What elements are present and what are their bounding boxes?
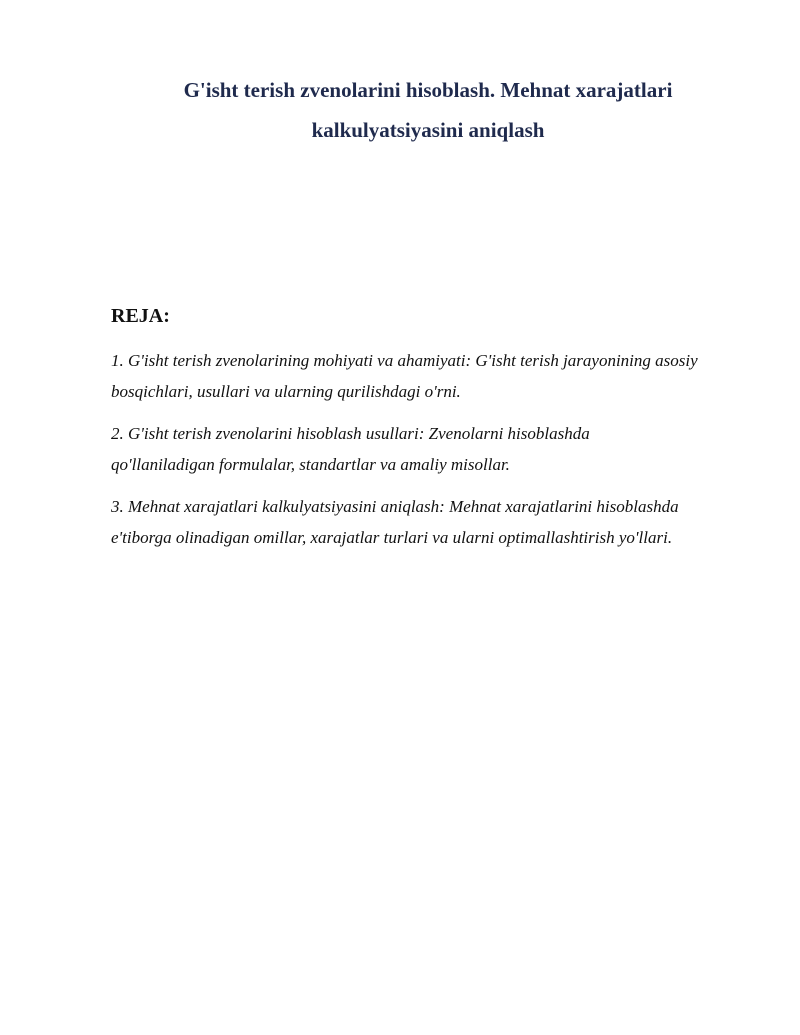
plan-item-line: 2. G'isht terish zvenolarini hisoblash usullari: Zvenolarni hisoblashda [111,424,590,443]
plan-item-line: qo'llaniladigan formulalar, standartlar va amaliy misollar. [111,455,510,474]
plan-item-line: 3. Mehnat xarajatlari kalkulyatsiyasini aniqlash: Mehnat xarajatlarini hisoblashda [111,497,679,516]
plan-heading: REJA: [111,305,170,327]
plan-list [111,345,751,564]
document-title [110,70,746,150]
plan-item [111,345,751,407]
title-line: G'isht terish zvenolarini hisoblash. Mehnat xarajatlari [183,78,673,102]
plan-item-line: e'tiborga olinadigan omillar, xarajatlar turlari va ularni optimallashtirish yo'llari. [111,528,673,547]
plan-item [111,418,751,480]
plan-item-line: bosqichlari, usullari va ularning qurilishdagi o'rni. [111,382,461,401]
title-line: kalkulyatsiyasini aniqlash [311,118,545,142]
plan-item-line: 1. G'isht terish zvenolarining mohiyati va ahamiyati: G'isht terish jarayonining asosiy [111,351,698,370]
plan-item [111,491,751,553]
